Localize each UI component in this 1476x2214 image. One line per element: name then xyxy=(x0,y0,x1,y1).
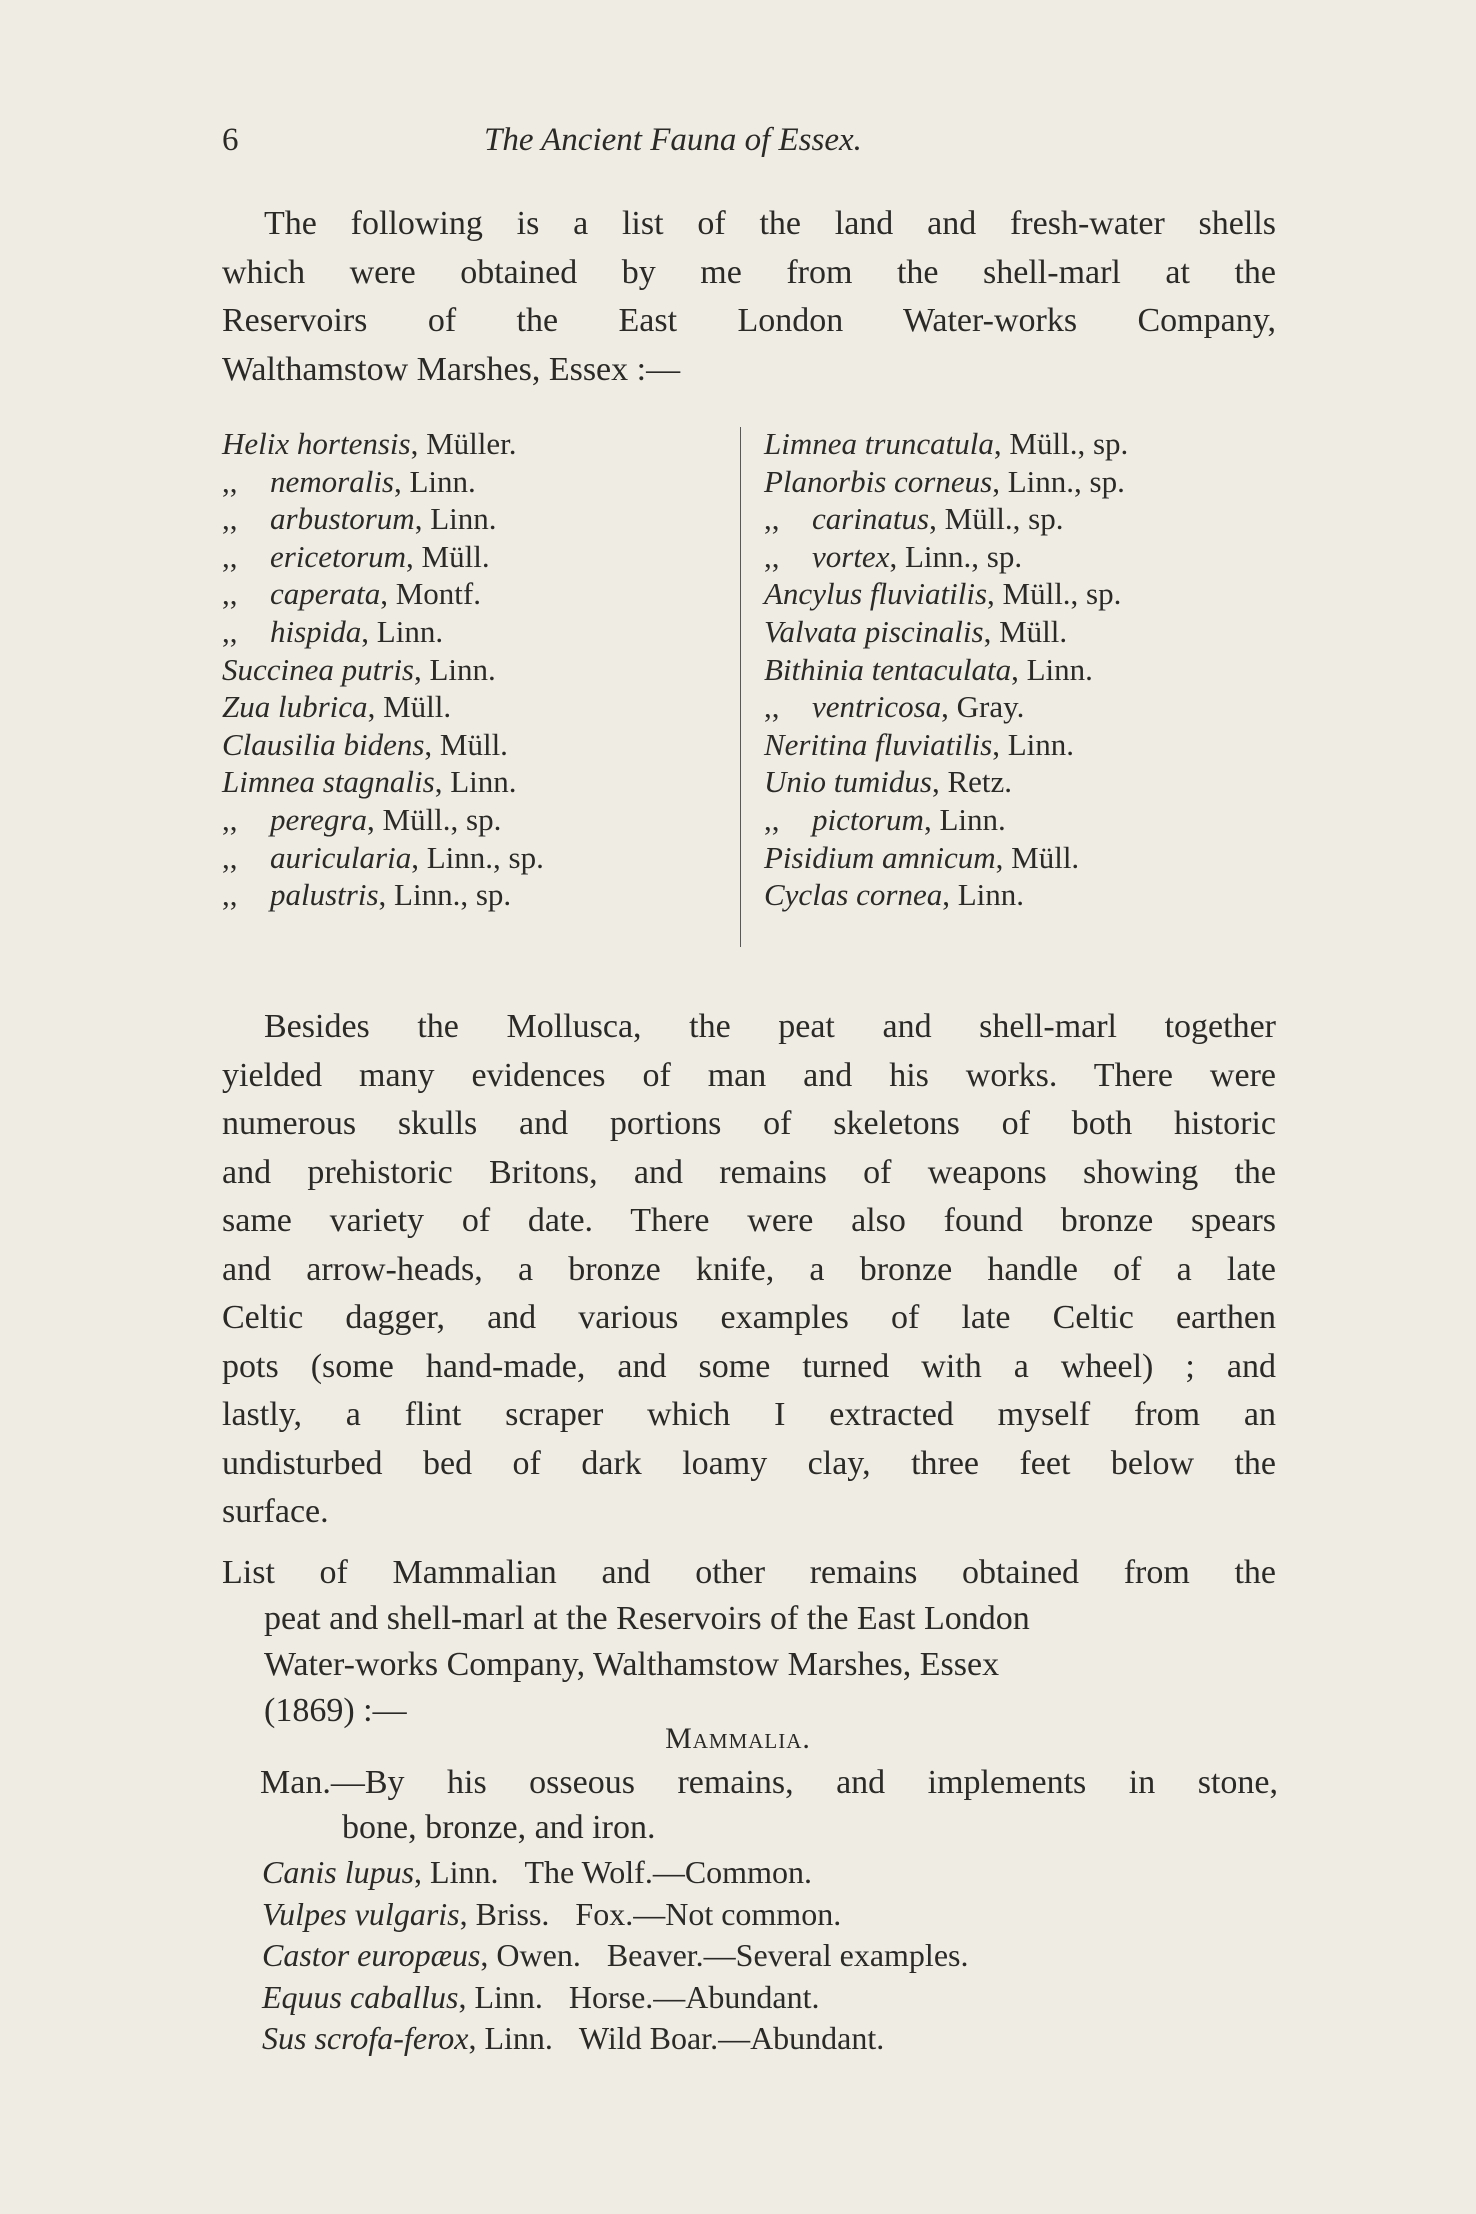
authority: , Müll. xyxy=(995,839,1080,875)
text-line: which were obtained by me from the shell-marl at the xyxy=(222,253,1276,291)
species-name: fluviatilis xyxy=(869,576,988,612)
species-name: palustris xyxy=(270,877,379,913)
ditto-mark: ,, xyxy=(764,538,780,574)
species-name: ericetorum xyxy=(270,538,407,574)
authority: , Linn. xyxy=(923,801,1006,837)
shell-entry xyxy=(222,538,742,576)
genus-name: Succinea xyxy=(222,651,342,687)
shell-list xyxy=(222,425,1282,950)
species-name: hortensis xyxy=(296,426,411,461)
species-name: tumidus xyxy=(833,764,932,800)
species-name: arbustorum xyxy=(270,501,415,537)
species-name: pictorum xyxy=(812,801,924,837)
authority: , Linn. xyxy=(414,651,496,687)
text-line: bone, bronze, and iron. xyxy=(342,1809,656,1846)
authority: , Gray. xyxy=(941,689,1025,725)
species-name: amnicum xyxy=(881,839,996,875)
ditto-mark: ,, xyxy=(222,877,238,913)
text-line: same variety of date. There were also found bronze spears xyxy=(222,1202,1276,1239)
authority: , Linn. xyxy=(992,726,1075,762)
ditto-mark: ,, xyxy=(222,839,238,875)
column-divider xyxy=(740,427,741,947)
binomial-name: Canis lupus xyxy=(262,1854,415,1890)
text-line: Besides the Mollusca, the peat and shell-marl together xyxy=(264,1008,1276,1045)
species-name: peregra xyxy=(270,801,367,837)
text-line: Walthamstow Marshes, Essex :— xyxy=(222,350,681,388)
shell-entry xyxy=(764,575,1284,613)
text-line: List of Mammalian and other remains obtained from the xyxy=(222,1554,1276,1591)
species-name: cornea xyxy=(856,877,943,913)
page-header xyxy=(222,122,1272,172)
man-entry xyxy=(260,1760,1278,1850)
common-name: The Wolf.—Common. xyxy=(524,1854,812,1890)
authority: , Linn. xyxy=(468,2020,553,2057)
ditto-mark: ,, xyxy=(764,501,780,537)
shell-entry xyxy=(222,651,742,689)
genus-name: Helix xyxy=(222,426,297,461)
binomial-name: Castor europæus xyxy=(262,1937,481,1974)
text-line: pots (some hand-made, and some turned with a wheel) ; and xyxy=(222,1347,1276,1385)
authority: , Linn., sp. xyxy=(378,877,512,913)
species-name: tentaculata xyxy=(871,651,1012,687)
species-name: vortex xyxy=(812,538,890,574)
authority: , Linn. xyxy=(414,501,497,537)
shell-entry xyxy=(222,726,742,764)
shell-entry xyxy=(764,538,1284,576)
shell-list-right-column xyxy=(764,425,1284,914)
text-line: and arrow-heads, a bronze knife, a bronze handle of a late xyxy=(222,1250,1276,1288)
shell-entry xyxy=(222,763,742,801)
intro-paragraph xyxy=(222,200,1276,394)
shell-entry xyxy=(222,801,742,839)
ditto-mark: ,, xyxy=(764,801,780,837)
shell-entry xyxy=(764,425,1284,463)
species-name: caperata xyxy=(270,576,381,612)
species-name: fluviatilis xyxy=(875,726,993,762)
mammal-species-list xyxy=(262,1852,968,2060)
shell-entry xyxy=(764,876,1284,914)
species-name: ventricosa xyxy=(812,689,942,725)
common-name: Beaver.—Several examples. xyxy=(606,1937,969,1974)
mammal-entry xyxy=(262,1977,968,2019)
shell-entry xyxy=(764,839,1284,877)
authority: , Linn. xyxy=(434,764,517,800)
text-line: Reservoirs of the East London Water-works Company, xyxy=(222,302,1276,339)
authority: , Linn. xyxy=(414,1854,499,1890)
text-line: and prehistoric Britons, and remains of weapons showing the xyxy=(222,1153,1276,1191)
text-line: (1869) :— xyxy=(264,1692,407,1729)
authority: , Müll. xyxy=(367,689,452,725)
authority: , Müll. xyxy=(406,538,490,574)
shell-entry xyxy=(764,500,1284,538)
shell-entry xyxy=(222,688,742,726)
binomial-name: Vulpes vulgaris xyxy=(262,1895,460,1932)
mammal-entry xyxy=(262,2018,968,2060)
authority: , Müll. xyxy=(983,613,1068,649)
text-line: surface. xyxy=(222,1493,329,1530)
ditto-mark: ,, xyxy=(222,501,238,537)
authority: , Müll., sp. xyxy=(929,501,1064,537)
ditto-mark: ,, xyxy=(222,463,238,499)
genus-name: Ancylus xyxy=(764,576,870,612)
authority: , Retz. xyxy=(931,764,1012,800)
species-name: putris xyxy=(341,651,414,687)
authority: , Linn. xyxy=(458,1978,543,2015)
genus-name: Planorbis xyxy=(764,463,895,499)
shell-entry xyxy=(764,613,1284,651)
authority: , Müll., sp. xyxy=(993,426,1129,461)
running-title: The Ancient Fauna of Essex. xyxy=(484,122,862,158)
shell-entry xyxy=(764,801,1284,839)
authority: , Montf. xyxy=(380,576,481,612)
common-name: Fox.—Not common. xyxy=(575,1895,842,1932)
mammal-entry xyxy=(262,1935,968,1977)
besides-paragraph xyxy=(222,1003,1276,1537)
species-name: auricularia xyxy=(270,839,412,875)
species-name: piscinalis xyxy=(864,613,984,649)
genus-name: Valvata xyxy=(764,613,865,649)
species-name: hispida xyxy=(270,613,362,649)
species-name: stagnalis xyxy=(322,764,435,800)
text-line: numerous skulls and portions of skeletons of both historic xyxy=(222,1105,1276,1142)
ditto-mark: ,, xyxy=(764,689,780,725)
genus-name: Neritina xyxy=(764,726,876,762)
genus-name: Bithinia xyxy=(764,651,872,687)
page-number: 6 xyxy=(222,122,239,158)
ditto-mark: ,, xyxy=(222,576,238,612)
mammal-entry xyxy=(262,1894,968,1936)
shell-entry xyxy=(764,726,1284,764)
binomial-name: Sus scrofa-ferox xyxy=(262,2020,469,2057)
shell-entry xyxy=(764,651,1284,689)
mammal-list-heading xyxy=(222,1550,1276,1734)
shell-entry xyxy=(222,876,742,914)
shell-entry xyxy=(764,763,1284,801)
species-name: truncatula xyxy=(864,426,994,461)
text-line: Man.—By his osseous remains, and implements in stone, xyxy=(260,1764,1278,1801)
species-name: corneus xyxy=(894,463,993,499)
binomial-name: Equus caballus xyxy=(262,1978,459,2015)
genus-name: Limnea xyxy=(222,764,323,800)
authority: , Müll. xyxy=(424,726,508,762)
genus-name: Clausilia xyxy=(222,726,344,762)
shell-entry xyxy=(222,613,742,651)
text-line: The following is a list of the land and fresh-water shells xyxy=(264,205,1276,242)
ditto-mark: ,, xyxy=(222,801,238,837)
shell-list-left-column xyxy=(222,425,742,914)
section-title-mammalia xyxy=(0,1722,1476,1756)
authority: , Müller. xyxy=(410,426,517,461)
genus-name: Pisidium xyxy=(764,839,882,875)
genus-name: Limnea xyxy=(764,426,865,461)
genus-name: Unio xyxy=(764,764,834,800)
authority: , Linn., sp. xyxy=(889,538,1023,574)
text-line: undisturbed bed of dark loamy clay, three feet below the xyxy=(222,1444,1276,1482)
shell-entry xyxy=(222,575,742,613)
authority: , Briss. xyxy=(459,1895,550,1932)
authority: , Owen. xyxy=(480,1937,581,1974)
authority: , Linn. xyxy=(942,877,1025,913)
authority: , Linn. xyxy=(1011,651,1093,687)
text-line: peat and shell-marl at the Reservoirs of the East London xyxy=(264,1600,1030,1637)
mammal-entry xyxy=(262,1852,968,1894)
genus-name: Cyclas xyxy=(764,877,857,913)
species-name: nemoralis xyxy=(270,463,394,499)
authority: , Linn. xyxy=(394,463,476,499)
shell-entry xyxy=(764,688,1284,726)
text-line: Celtic dagger, and various examples of late Celtic earthen xyxy=(222,1299,1276,1336)
text-line: lastly, a flint scraper which I extracted myself from an xyxy=(222,1396,1276,1433)
common-name: Horse.—Abundant. xyxy=(568,1978,820,2015)
shell-entry xyxy=(764,463,1284,501)
authority: , Linn. xyxy=(361,613,444,649)
shell-entry xyxy=(222,839,742,877)
authority: , Müll., sp. xyxy=(367,801,502,837)
section-title: Mammalia. xyxy=(665,1722,811,1755)
shell-entry xyxy=(222,463,742,501)
authority: , Müll., sp. xyxy=(987,576,1122,612)
species-name: carinatus xyxy=(812,501,930,537)
genus-name: Zua xyxy=(222,689,278,725)
shell-entry xyxy=(222,425,742,463)
text-line: Water-works Company, Walthamstow Marshes, Essex xyxy=(264,1646,1000,1683)
shell-entry xyxy=(222,500,742,538)
authority: , Linn., sp. xyxy=(411,839,544,875)
authority: , Linn., sp. xyxy=(992,463,1125,499)
species-name: bidens xyxy=(343,726,425,762)
species-name: lubrica xyxy=(278,689,368,725)
common-name: Wild Boar.—Abundant. xyxy=(578,2020,885,2057)
ditto-mark: ,, xyxy=(222,613,238,649)
ditto-mark: ,, xyxy=(222,538,238,574)
text-line: yielded many evidences of man and his works. There were xyxy=(222,1056,1276,1094)
